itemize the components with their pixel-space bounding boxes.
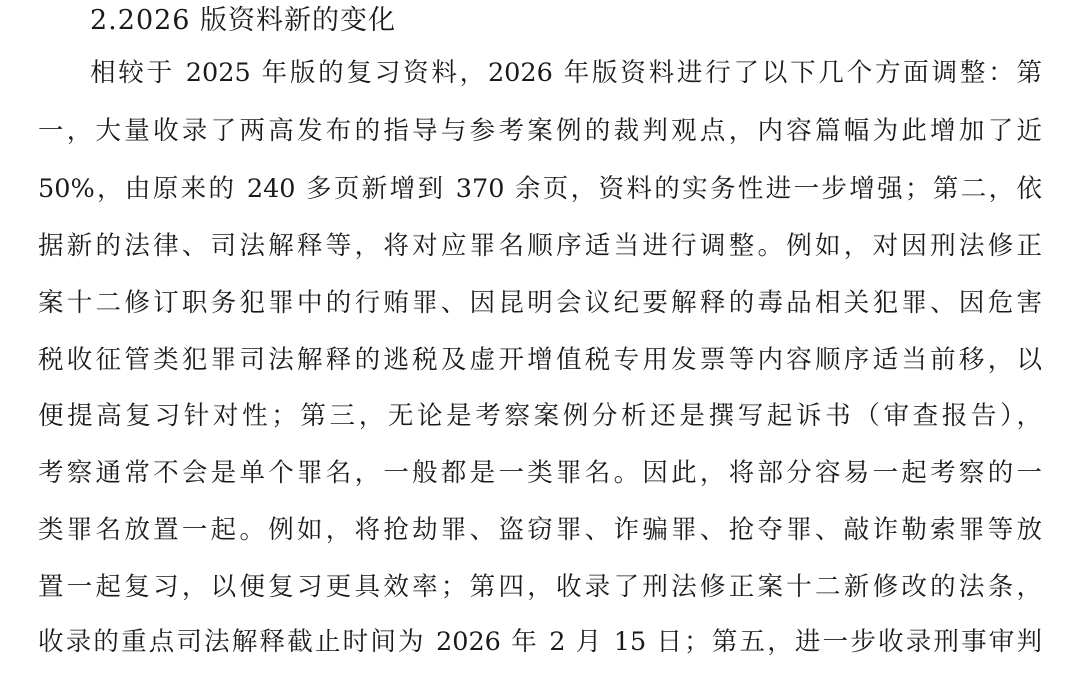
section-heading: 2.2026 版资料新的变化 <box>90 5 397 36</box>
body-line: 类罪名放置一起。例如，将抢劫罪、盗窃罪、诈骗罪、抢夺罪、敲诈勒索罪等放 <box>38 515 1042 545</box>
body-line: 收录的重点司法解释截止时间为 2026 年 2 月 15 日；第五，进一步收录刑事审判 <box>38 627 1042 657</box>
body-line: 税收征管类犯罪司法解释的逃税及虚开增值税专用发票等内容顺序适当前移，以 <box>38 345 1042 375</box>
body-line: 一，大量收录了两高发布的指导与参考案例的裁判观点，内容篇幅为此增加了近 <box>38 116 1042 146</box>
body-line: 考察通常不会是单个罪名，一般都是一类罪名。因此，将部分容易一起考察的一 <box>38 458 1042 488</box>
body-line: 案十二修订职务犯罪中的行贿罪、因昆明会议纪要解释的毒品相关犯罪、因危害 <box>38 288 1042 318</box>
body-line: 据新的法律、司法解释等，将对应罪名顺序适当进行调整。例如，对因刑法修正 <box>38 231 1042 261</box>
body-line: 置一起复习，以便复习更具效率；第四，收录了刑法修正案十二新修改的法条， <box>38 572 1042 602</box>
body-line: 50%，由原来的 240 多页新增到 370 余页，资料的实务性进一步增强；第二，依 <box>38 174 1042 204</box>
body-line: 便提高复习针对性；第三，无论是考察案例分析还是撰写起诉书（审查报告）， <box>38 401 1042 431</box>
body-line: 相较于 2025 年版的复习资料，2026 年版资料进行了以下几个方面调整：第 <box>90 58 1042 88</box>
